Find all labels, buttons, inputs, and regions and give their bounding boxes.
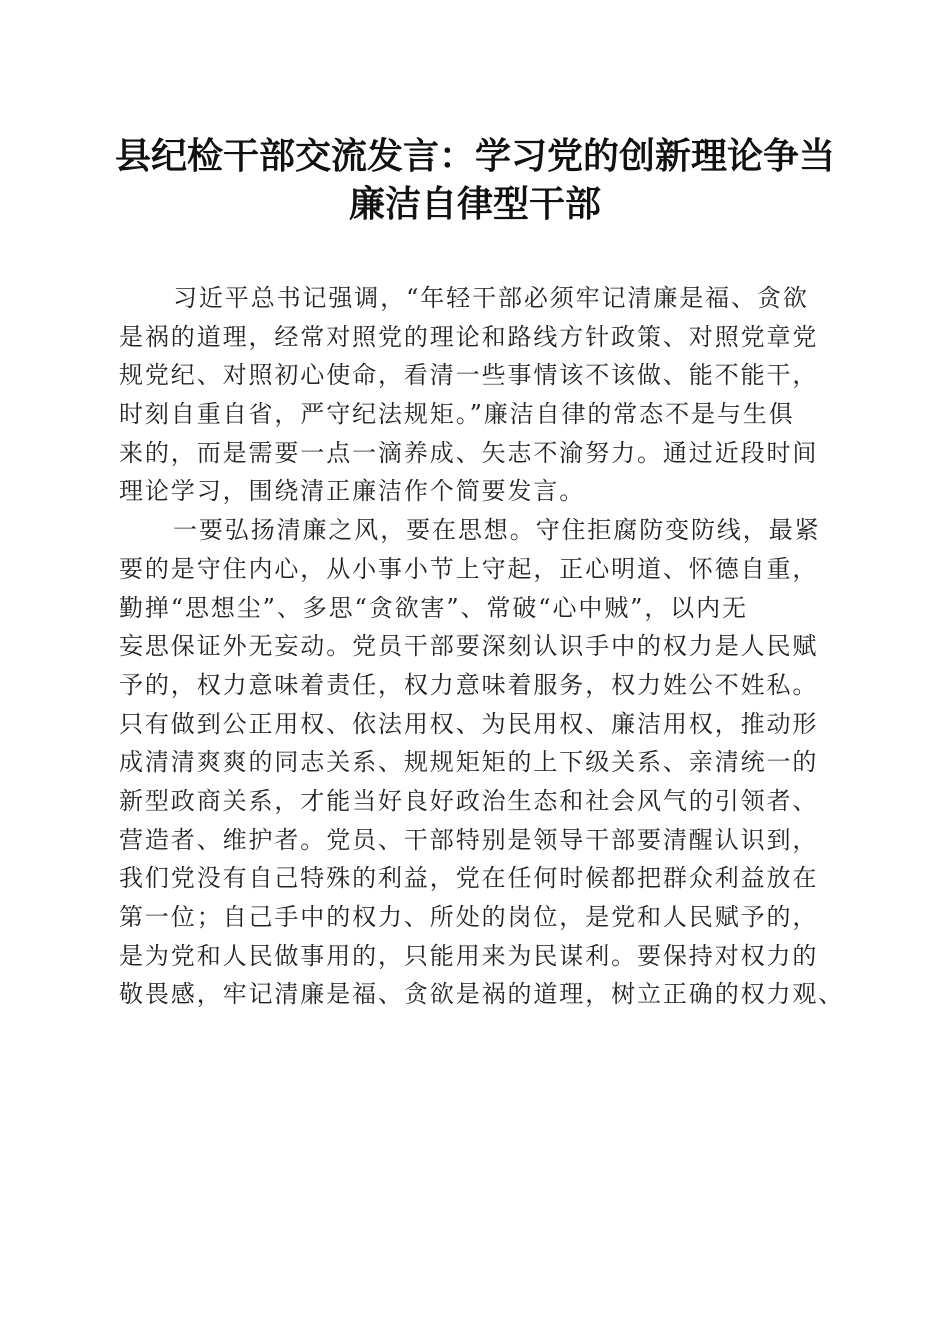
paragraph-1 [119, 279, 831, 511]
paragraph-line: 妄思保证外无妄动。党员干部要深刻认识手中的权力是人民赋 [119, 632, 819, 661]
paragraph-line: 规党纪、对照初心使命，看清一些事情该不该做、能不能干， [119, 361, 819, 390]
paragraph-line: 只有做到公正用权、依法用权、为民用权、廉洁用权，推动形 [119, 709, 819, 738]
paragraph-line: 习近平总书记强调，“年轻干部必须牢记清廉是福、贪欲 [173, 284, 809, 312]
paragraph-line: 勤掸“思想尘”、多思“贪欲害”、常破“心中贼”，以内无 [119, 593, 748, 622]
title-line-2: 廉洁自律型干部 [348, 183, 601, 225]
paragraph-line: 是祸的道理，经常对照党的理论和路线方针政策、对照党章党 [119, 322, 819, 351]
paragraph-line: 成清清爽爽的同志关系、规规矩矩的上下级关系、亲清统一的 [119, 748, 819, 777]
document-title [60, 132, 890, 228]
paragraph-line: 要的是守住内心，从小事小节上守起，正心明道、怀德自重， [119, 554, 819, 583]
paragraph-line: 理论学习，围绕清正廉洁作个简要发言。 [119, 477, 586, 506]
paragraph-2 [119, 511, 845, 1014]
paragraph-line: 第一位；自己手中的权力、所处的岗位，是党和人民赋予的， [119, 903, 819, 931]
paragraph-line: 来的，而是需要一点一滴养成、矢志不渝努力。通过近段时间 [119, 438, 819, 467]
paragraph-line: 时刻自重自省，严守纪法规矩。”廉洁自律的常态不是与生俱 [119, 400, 795, 429]
paragraph-line: 一要弘扬清廉之风，要在思想。守住拒腐防变防线，最紧 [173, 516, 821, 545]
paragraph-line: 敬畏感，牢记清廉是福、贪欲是祸的道理，树立正确的权力观、 [119, 980, 845, 1009]
document-body [119, 279, 845, 1014]
paragraph-line: 我们党没有自己特殊的利益，党在任何时候都把群众利益放在 [119, 864, 819, 893]
title-line-1: 县纪检干部交流发言：学习党的创新理论争当 [114, 135, 835, 177]
paragraph-line: 予的，权力意味着责任，权力意味着服务，权力姓公不姓私。 [119, 670, 819, 699]
paragraph-line: 营造者、维护者。党员、干部特别是领导干部要清醒认识到， [119, 825, 819, 854]
paragraph-line: 是为党和人民做事用的，只能用来为民谋利。要保持对权力的 [119, 941, 819, 970]
paragraph-line: 新型政商关系，才能当好良好政治生态和社会风气的引领者、 [119, 786, 819, 815]
